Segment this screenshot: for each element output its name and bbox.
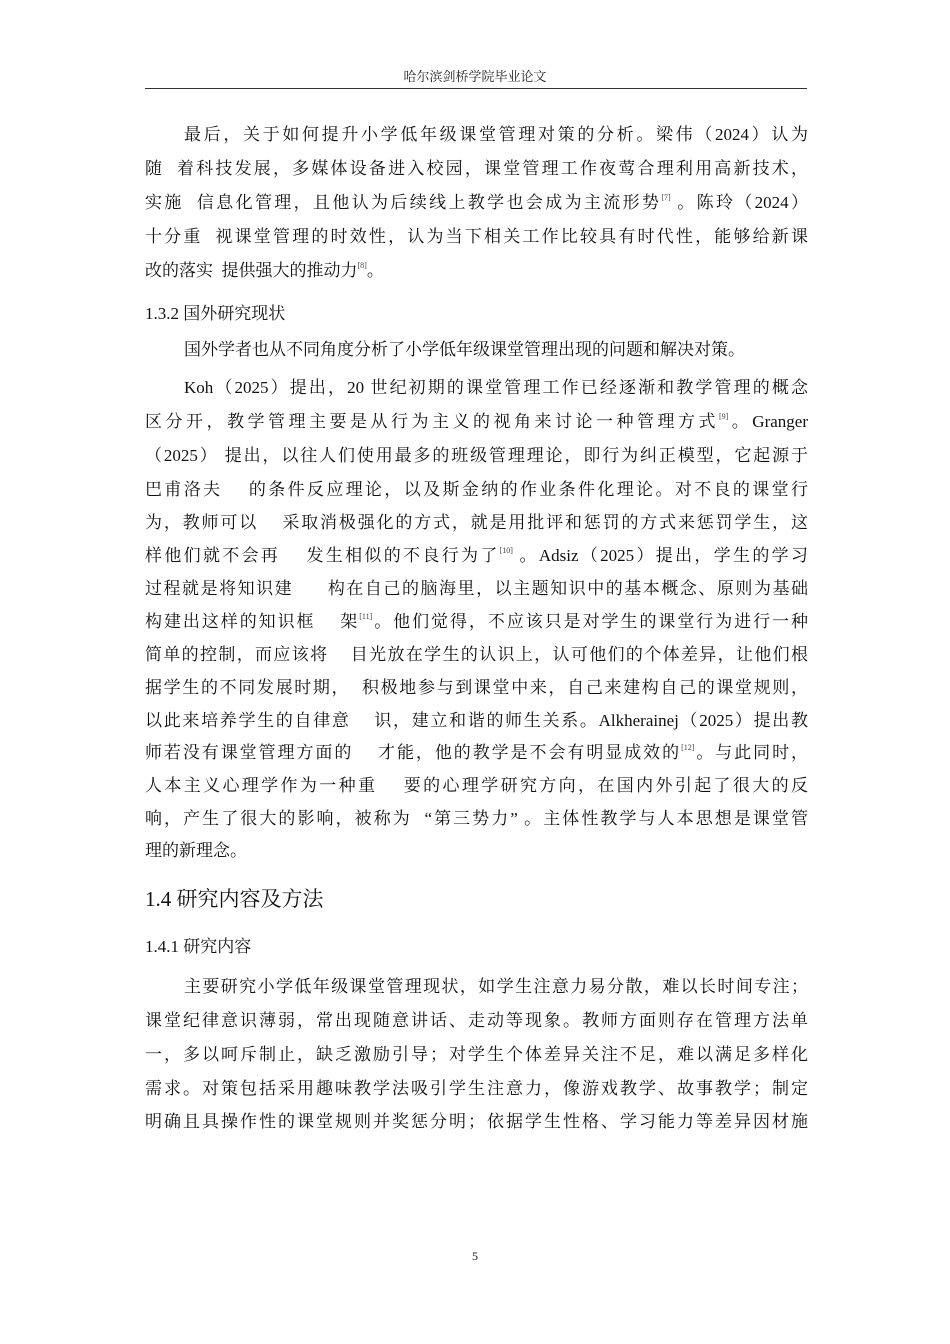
citation-marker: [10] xyxy=(499,546,513,555)
text-line xyxy=(184,124,808,146)
text-run: 人本主义心理学作为一种重 要的心理学研究方向，在国内外引起了很大的反 xyxy=(145,776,808,795)
text-run: 需求。对策包括采用趣味教学法吸引学生注意力，像游戏教学、故事教学；制定 xyxy=(145,1079,808,1098)
text-run: 师若没有课堂管理方面的 才能，他的教学是不会有明显成效的 xyxy=(145,743,682,762)
text-line xyxy=(145,1010,808,1032)
text-run: 国外学者也从不同角度分析了小学低年级课堂管理出现的问题和解决对策。 xyxy=(184,340,745,359)
text-run: 最后，关于如何提升小学低年级课堂管理对策的分析。梁伟（2024）认为 xyxy=(184,125,808,144)
text-line xyxy=(145,677,808,699)
text-run: 巴甫洛夫 的条件反应理论，以及斯金纳的作业条件化理论。对不良的课堂行 xyxy=(145,480,808,499)
text-run: 区分开，教学管理主要是从行为主义的视角来讨论一种管理方式 xyxy=(145,412,719,431)
text-run: 改的落实 提供强大的推动力 xyxy=(145,261,358,280)
text-line xyxy=(145,710,808,732)
text-run: 实施 信息化管理，且他认为后续线上教学也会成为主流形势 xyxy=(145,193,662,212)
text-run: 以此来培养学生的自律意 识，建立和谐的师生关系。Alkherainej（2025）提出教 xyxy=(145,711,808,730)
text-run: 。与此同时， xyxy=(694,743,809,762)
citation-marker: [8] xyxy=(357,261,367,270)
text-line xyxy=(145,545,808,567)
text-line xyxy=(145,611,808,633)
text-run: 样他们就不会再 发生相似的不良行为了 xyxy=(145,546,500,565)
text-line xyxy=(145,775,808,797)
text-line xyxy=(145,840,808,862)
text-run: （2025） 提出，以往人们使用最多的班级管理理论，即行为纠正模型，它起源于 xyxy=(145,446,808,465)
text-line xyxy=(145,445,808,467)
text-run: 随 着科技发展，多媒体设备进入校园，课堂管理工作夜莺合理利用高新技术， xyxy=(145,159,808,178)
text-run: 。Granger xyxy=(728,412,809,431)
text-line xyxy=(145,260,808,282)
running-header: 哈尔滨剑桥学院毕业论文 xyxy=(403,69,547,84)
text-run: 构建出这样的知识框 架 xyxy=(145,612,360,631)
text-run: 一，多以呵斥制止，缺乏激励引导；对学生个体差异关注不足，难以满足多样化 xyxy=(145,1045,808,1064)
text-line xyxy=(145,578,808,600)
text-run: 。 xyxy=(366,261,384,280)
text-line xyxy=(145,226,808,248)
text-run: 十分重 视课堂管理的时效性，认为当下相关工作比较具有时代性，能够给新课 xyxy=(145,227,808,246)
text-run: 据学生的不同发展时期， 积极地参与到课堂中来，自己来建构自己的课堂规则， xyxy=(145,678,808,697)
text-line xyxy=(145,192,808,214)
section-heading-1-4: 1.4 研究内容及方法 xyxy=(145,887,324,911)
text-line xyxy=(184,976,808,998)
text-line xyxy=(145,1078,808,1100)
text-run: 简单的控制，而应该将 目光放在学生的认识上，认可他们的个体差异，让他们根 xyxy=(145,645,808,664)
section-heading-1-4-1: 1.4.1 研究内容 xyxy=(145,937,252,956)
text-run: 。Adsiz（2025）提出，学生的学习 xyxy=(512,546,808,565)
text-run: 课堂纪律意识薄弱，常出现随意讲话、走动等现象。教师方面则存在管理方法单 xyxy=(145,1011,808,1030)
text-line xyxy=(184,339,808,361)
text-line xyxy=(145,158,808,180)
text-line xyxy=(145,808,808,830)
text-run: 。他们觉得，不应该只是对学生的课堂行为进行一种 xyxy=(372,612,809,631)
text-line xyxy=(145,1111,808,1133)
text-line xyxy=(145,742,808,764)
text-run: Koh（2025）提出，20 世纪初期的课堂管理工作已经逐渐和教学管理的概念 xyxy=(184,378,808,397)
text-run: 为，教师可以 采取消极强化的方式，就是用批评和惩罚的方式来惩罚学生，这 xyxy=(145,513,808,532)
text-line xyxy=(145,644,808,666)
citation-marker: [7] xyxy=(661,193,671,202)
text-line xyxy=(145,411,808,433)
text-line xyxy=(184,377,808,399)
text-run: 理的新理念。 xyxy=(145,841,247,860)
text-line xyxy=(145,479,808,501)
citation-marker: [11] xyxy=(359,612,373,621)
header-rule xyxy=(145,88,807,89)
section-heading-1-3-2: 1.3.2 国外研究现状 xyxy=(145,304,286,323)
page-number: 5 xyxy=(472,1249,478,1263)
citation-marker: [9] xyxy=(718,412,729,421)
citation-marker: [12] xyxy=(681,743,695,752)
text-line xyxy=(145,512,808,534)
text-run: 响，产生了很大的影响，被称为 “第三势力” 。主体性教学与人本思想是课堂管 xyxy=(145,809,808,828)
text-run: 主要研究小学低年级课堂管理现状，如学生注意力易分散，难以长时间专注； xyxy=(184,977,808,996)
text-run: 。陈玲（2024） xyxy=(670,193,809,212)
text-run: 过程就是将知识建 构在自己的脑海里，以主题知识中的基本概念、原则为基础 xyxy=(145,579,808,598)
text-run: 明确且具操作性的课堂规则并奖惩分明；依据学生性格、学习能力等差异因材施 xyxy=(145,1112,808,1131)
text-line xyxy=(145,1044,808,1066)
